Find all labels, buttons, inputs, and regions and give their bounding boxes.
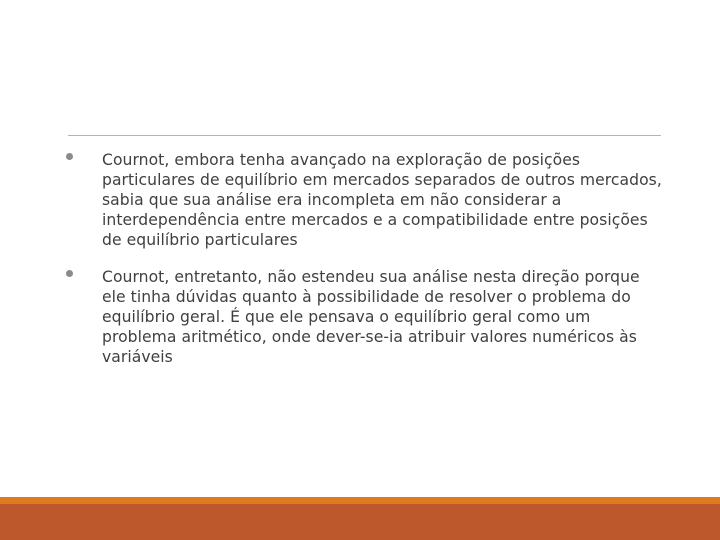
- bullet-list: [66, 150, 666, 384]
- bullet-dot-icon: [66, 270, 73, 277]
- footer-accent-stripe: [0, 497, 720, 504]
- bullet-text: Cournot, entretanto, não estendeu sua análise nesta direção porque ele tinha dúvidas quanto à possibilidade de resolver o problema do equilíbrio geral. É que ele pensava o equilíbrio geral como um problema aritmético, onde dever-se-ia atribuir valores numéricos às variáveis: [102, 268, 640, 366]
- title-divider: [68, 135, 661, 136]
- bullet-dot-icon: [66, 153, 73, 160]
- bullet-item-2: [66, 267, 666, 367]
- bullet-text: Cournot, embora tenha avançado na exploração de posições particulares de equilíbrio em mercados separados de outros mercados, sabia que sua análise era incompleta em não considerar a interdependência entre mercados e a compatibilidade entre posições de equilíbrio particulares: [102, 151, 662, 249]
- footer-bar: [0, 504, 720, 540]
- bullet-item-1: [66, 150, 666, 250]
